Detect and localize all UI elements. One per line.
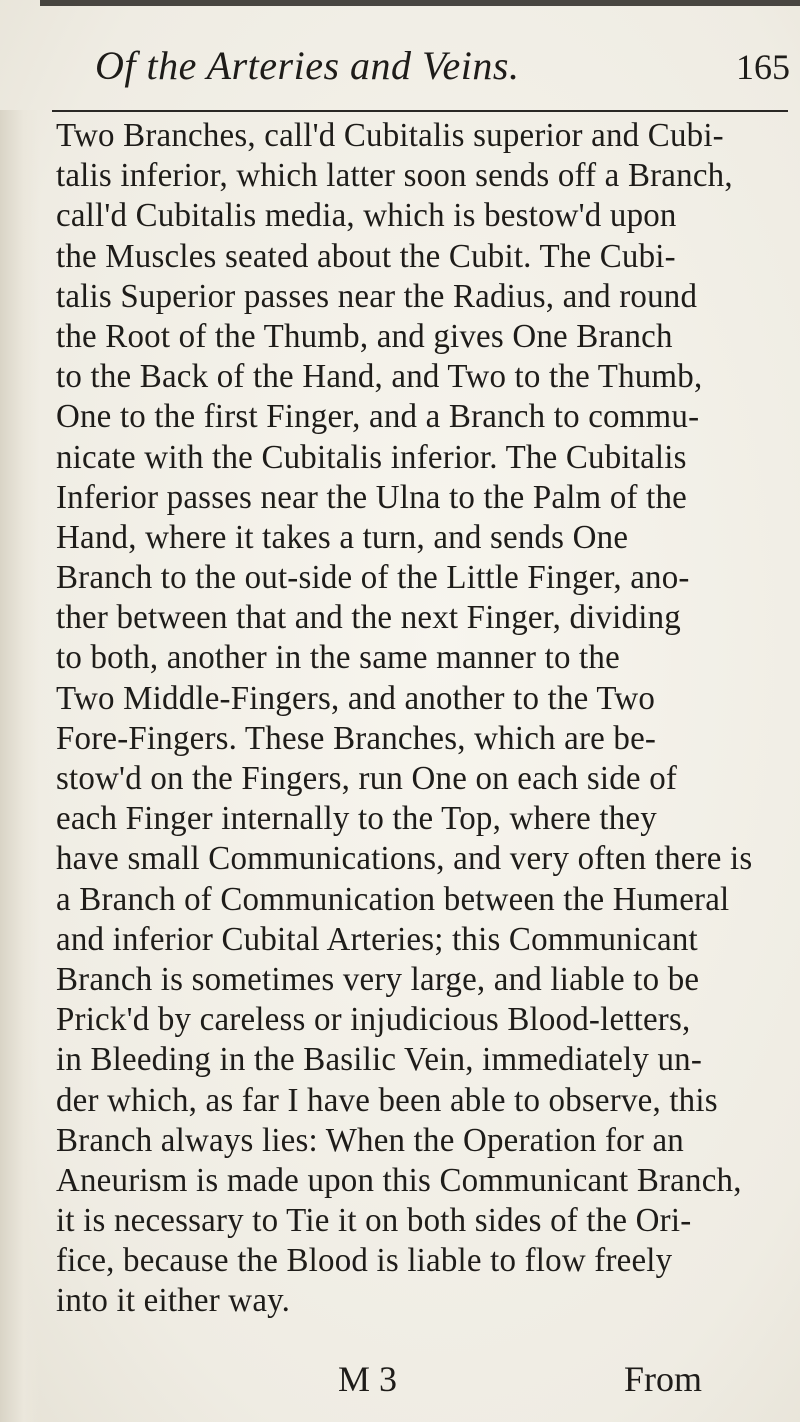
text-line: call'd Cubitalis media, which is bestow'd upon [56, 197, 677, 235]
text-line: ther between that and the next Finger, dividing [56, 599, 681, 637]
text-line: stow'd on the Fingers, run One on each side of [56, 760, 678, 797]
signature-mark: M 3 [338, 1359, 398, 1399]
text-line: Branch is sometimes very large, and liable to be [56, 960, 700, 998]
text-line: it is necessary to Tie it on both sides of the Ori- [56, 1202, 692, 1240]
text-line: Inferior passes near the Ulna to the Palm of the [56, 478, 687, 516]
text-line: Prick'd by careless or injudicious Blood-letters, [56, 1001, 691, 1039]
text-line: Fore-Fingers. These Branches, which are be- [56, 719, 657, 757]
text-line: each Finger internally to the Top, where they [56, 800, 657, 838]
running-title: Of the Arteries and Veins. [95, 43, 520, 88]
text-line: to both, another in the same manner to the [56, 639, 620, 677]
body-text [56, 116, 796, 1322]
header-rule [52, 110, 788, 112]
top-edge-rule [40, 0, 800, 6]
text-line: Branch always lies: When the Operation for an [56, 1121, 684, 1159]
text-line: in Bleeding in the Basilic Vein, immediately un- [56, 1041, 703, 1079]
gutter-shadow [0, 110, 40, 1422]
text-line: have small Communications, and very often there is [56, 840, 753, 878]
text-line: and inferior Cubital Arteries; this Communicant [56, 920, 698, 958]
page-footer [0, 1358, 800, 1408]
text-line: Aneurism is made upon this Communicant Branch, [56, 1161, 742, 1199]
text-line: Two Middle-Fingers, and another to the Two [56, 679, 656, 717]
text-line: talis inferior, which latter soon sends off a Branch, [56, 157, 733, 195]
text-line: a Branch of Communication between the Humeral [56, 880, 730, 918]
running-head [0, 42, 800, 102]
text-line: der which, as far I have been able to observe, this [56, 1081, 718, 1119]
page-number: 165 [736, 47, 790, 87]
text-line: Hand, where it takes a turn, and sends One [56, 518, 629, 556]
text-line: nicate with the Cubitalis inferior. The Cubitalis [56, 438, 687, 476]
text-line: talis Superior passes near the Radius, and round [56, 277, 698, 315]
text-line: the Root of the Thumb, and gives One Branch [56, 317, 673, 355]
text-line: to the Back of the Hand, and Two to the Thumb, [56, 358, 703, 396]
text-line: the Muscles seated about the Cubit. The Cubi- [56, 237, 676, 275]
catchword: From [624, 1359, 703, 1399]
text-line: One to the first Finger, and a Branch to commu- [56, 398, 700, 436]
text-line: fice, because the Blood is liable to flow freely [56, 1242, 673, 1280]
text-line: Branch to the out-side of the Little Finger, ano- [56, 559, 690, 597]
text-line: Two Branches, call'd Cubitalis superior and Cubi- [56, 117, 724, 154]
text-line: into it either way. [56, 1282, 291, 1320]
